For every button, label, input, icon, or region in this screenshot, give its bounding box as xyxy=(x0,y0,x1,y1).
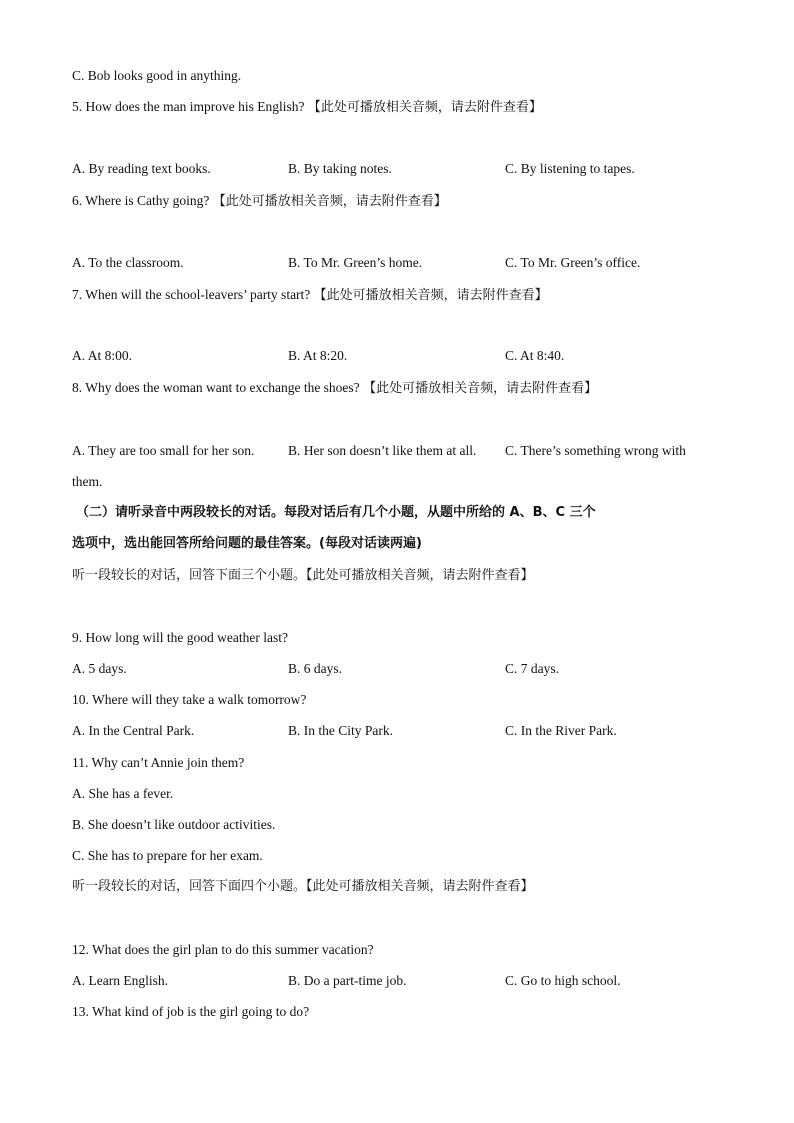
option-c: C. By listening to tapes. xyxy=(505,161,635,176)
option-b: B. To Mr. Green’s home. xyxy=(288,255,423,270)
option-a: A. To the classroom. xyxy=(72,255,184,270)
audio-note[interactable]: 【此处可播放相关音频，请去附件查看】 xyxy=(307,100,542,115)
option-b: B. Her son doesn’t like them at all. xyxy=(288,443,477,458)
option-b: B. Do a part-time job. xyxy=(288,973,407,988)
question-6 xyxy=(72,192,447,211)
audio-note[interactable]: 【此处可播放相关音频，请去附件查看】 xyxy=(363,381,598,396)
question-text: 5. How does the man improve his English? xyxy=(72,99,308,114)
option-b: B. She doesn’t like outdoor activities. xyxy=(72,817,276,832)
option-c: C. She has to prepare for her exam. xyxy=(72,848,263,863)
question-8 xyxy=(72,379,597,398)
section-heading-line-1: （二）请听录音中两段较长的对话。每段对话后有几个小题，从题中所给的 A、B、C 三个 xyxy=(76,505,596,520)
option-b: B. At 8:20. xyxy=(288,348,348,363)
audio-note[interactable]: 【此处可播放相关音频，请去附件查看】 xyxy=(306,879,534,894)
option-c-continuation: them. xyxy=(72,474,103,489)
question-11: 11. Why can’t Annie join them? xyxy=(72,755,245,770)
option-c: C. To Mr. Green’s office. xyxy=(505,255,641,270)
option-c: C. At 8:40. xyxy=(505,348,565,363)
option-a: A. In the Central Park. xyxy=(72,723,195,738)
audio-note[interactable]: 【此处可播放相关音频，请去附件查看】 xyxy=(306,568,534,583)
option-a: A. They are too small for her son. xyxy=(72,443,255,458)
option-c: C. Go to high school. xyxy=(505,973,621,988)
section-heading-line-2: 选项中，选出能回答所给问题的最佳答案。(每段对话读两遍) xyxy=(72,536,422,551)
question-9: 9. How long will the good weather last? xyxy=(72,630,288,645)
option-line: C. Bob looks good in anything. xyxy=(72,68,242,83)
dialogue-intro: 听一段较长的对话，回答下面四个小题。【此处可播放相关音频，请去附件查看】 xyxy=(72,879,534,894)
question-7 xyxy=(72,286,548,305)
option-c: C. 7 days. xyxy=(505,661,559,676)
audio-note[interactable]: 【此处可播放相关音频，请去附件查看】 xyxy=(212,194,447,209)
option-a: A. She has a fever. xyxy=(72,786,174,801)
question-13: 13. What kind of job is the girl going to do? xyxy=(72,1004,310,1019)
option-b: B. 6 days. xyxy=(288,661,342,676)
question-12: 12. What does the girl plan to do this summer vacation? xyxy=(72,942,374,957)
option-a: A. 5 days. xyxy=(72,661,127,676)
option-a: A. Learn English. xyxy=(72,973,168,988)
question-text: 8. Why does the woman want to exchange the shoes? xyxy=(72,380,364,395)
question-10: 10. Where will they take a walk tomorrow? xyxy=(72,692,307,707)
question-text: 7. When will the school-leavers’ party start? xyxy=(72,287,314,302)
option-c: C. In the River Park. xyxy=(505,723,617,738)
option-a: A. At 8:00. xyxy=(72,348,133,363)
question-5 xyxy=(72,98,542,117)
option-b: B. In the City Park. xyxy=(288,723,393,738)
dialogue-intro: 听一段较长的对话，回答下面三个小题。【此处可播放相关音频，请去附件查看】 xyxy=(72,568,534,583)
question-text: 6. Where is Cathy going? xyxy=(72,193,213,208)
option-c: C. There’s something wrong with xyxy=(505,443,686,458)
option-b: B. By taking notes. xyxy=(288,161,392,176)
audio-note[interactable]: 【此处可播放相关音频，请去附件查看】 xyxy=(313,288,548,303)
option-a: A. By reading text books. xyxy=(72,161,211,176)
